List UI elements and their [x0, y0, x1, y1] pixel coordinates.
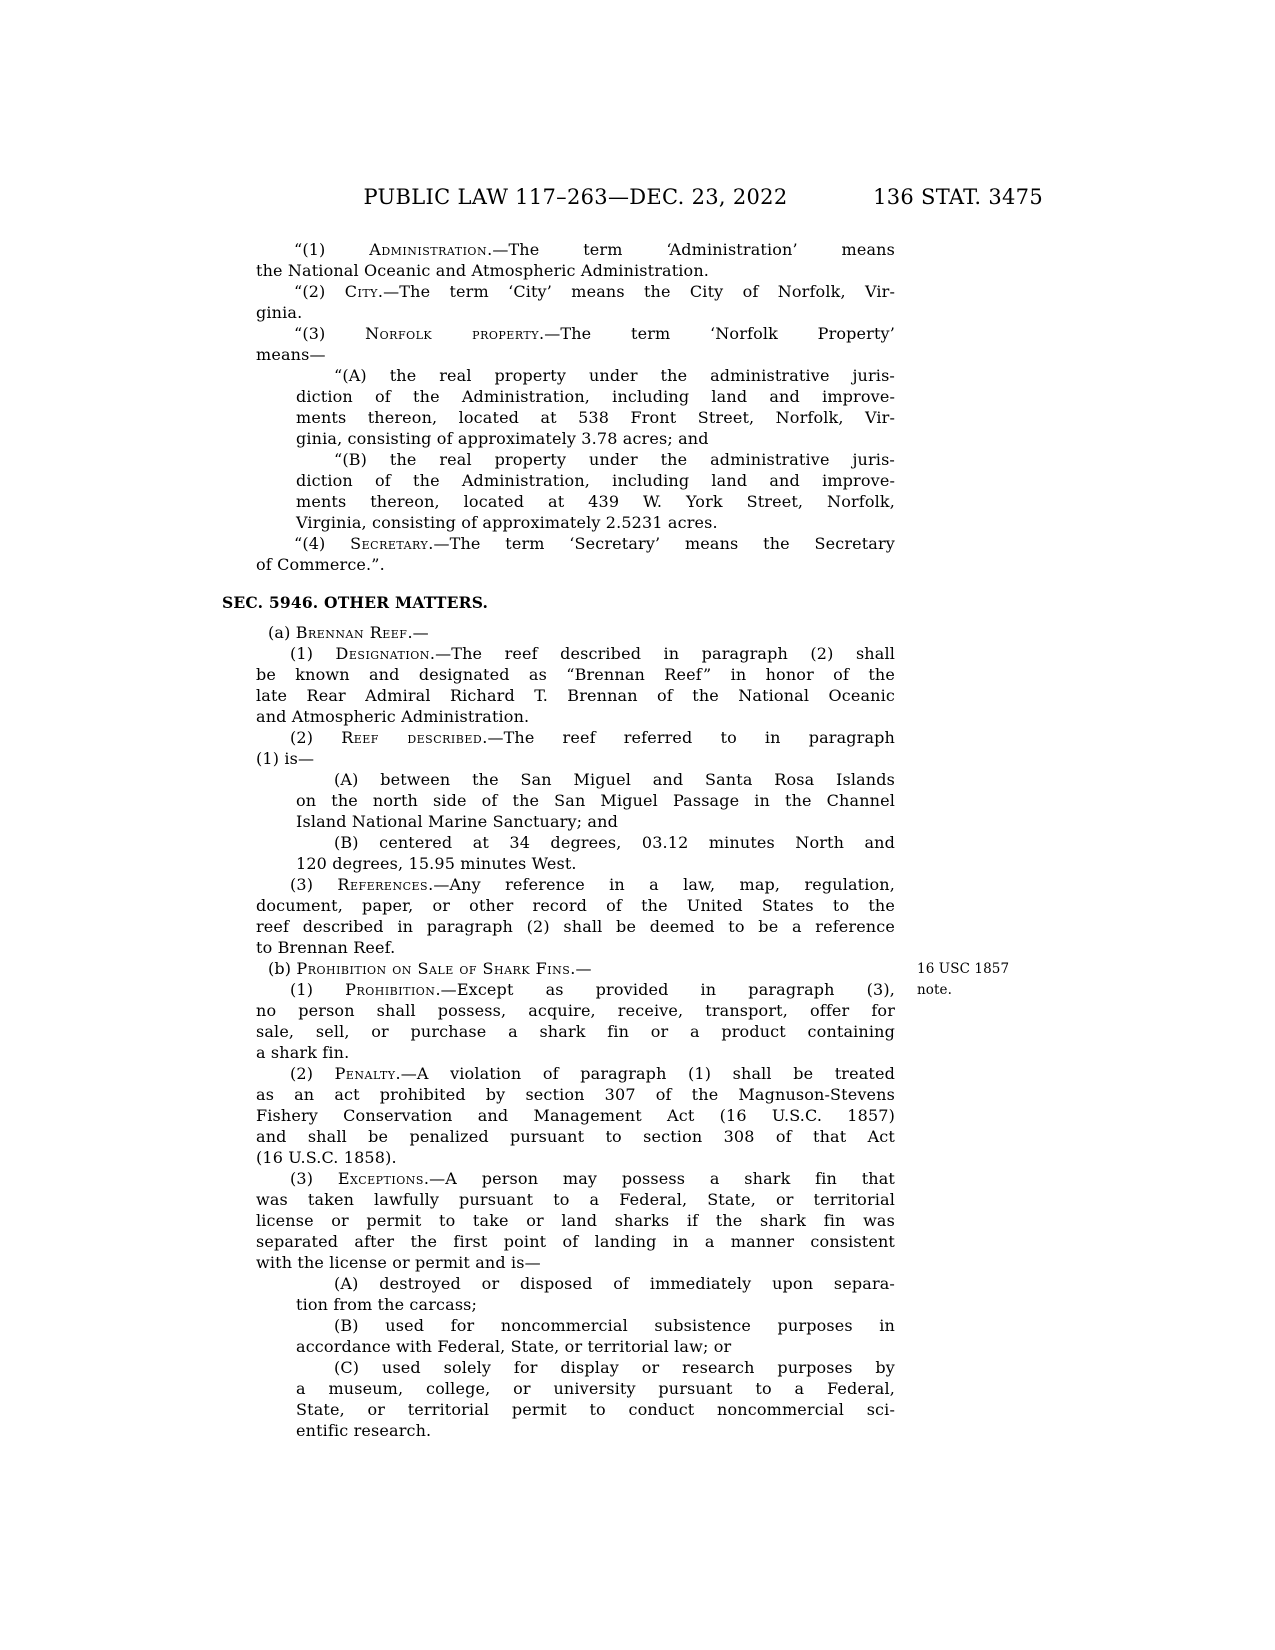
- text-line: reef described in paragraph (2) shall be deemed to be a reference: [256, 917, 895, 936]
- text-line: ments thereon, located at 538 Front Street, Norfolk, Vir-: [296, 408, 895, 427]
- running-head-law-title: PUBLIC LAW 117–263—DEC. 23, 2022: [363, 185, 788, 209]
- text-line: and shall be penalized pursuant to section 308 of that Act: [256, 1127, 895, 1146]
- text-line: Virginia, consisting of approximately 2.5231 acres.: [296, 513, 718, 532]
- text-line: was taken lawfully pursuant to a Federal, State, or territorial: [256, 1190, 895, 1209]
- text-line: and Atmospheric Administration.: [256, 707, 530, 726]
- text-line: document, paper, or other record of the United States to the: [256, 896, 895, 915]
- text-line: sale, sell, or purchase a shark fin or a product containing: [256, 1022, 895, 1041]
- text-line: “(B) the real property under the administrative juris-: [334, 450, 895, 469]
- text-line: “(1) Administration.—The term ‘Administration’ means: [294, 240, 895, 259]
- text-line: accordance with Federal, State, or territorial law; or: [296, 1337, 732, 1356]
- text-line: (B) centered at 34 degrees, 03.12 minutes North and: [334, 833, 895, 852]
- text-line: means—: [256, 345, 326, 364]
- text-line: diction of the Administration, including land and improve-: [296, 471, 895, 490]
- text-line: Fishery Conservation and Management Act (16 U.S.C. 1857): [256, 1106, 895, 1125]
- section-heading: SEC. 5946. OTHER MATTERS.: [222, 593, 489, 612]
- text-line: late Rear Admiral Richard T. Brennan of the National Oceanic: [256, 686, 895, 705]
- text-line: “(3) Norfolk property.—The term ‘Norfolk Property’: [294, 324, 895, 343]
- text-line: (1) Designation.—The reef described in paragraph (2) shall: [290, 644, 895, 663]
- text-line: a museum, college, or university pursuant to a Federal,: [296, 1379, 895, 1398]
- text-line: (A) between the San Miguel and Santa Rosa Islands: [334, 770, 895, 789]
- text-line: (1) is—: [256, 749, 315, 768]
- document-body: [222, 239, 1010, 1441]
- text-line: ginia.: [256, 303, 303, 322]
- text-line: (b) Prohibition on Sale of Shark Fins.— 16 USC 1857 note.: [256, 958, 895, 979]
- text-line: entific research.: [296, 1421, 432, 1440]
- text-line: (a) Brennan Reef.—: [268, 623, 429, 642]
- text-line: (C) used solely for display or research purposes by: [334, 1358, 895, 1377]
- text-line: to Brennan Reef.: [256, 938, 396, 957]
- text-line: be known and designated as “Brennan Reef” in honor of the: [256, 665, 895, 684]
- text-line: (3) Exceptions.—A person may possess a shark fin that: [290, 1169, 895, 1188]
- text-line: (3) References.—Any reference in a law, map, regulation,: [290, 875, 895, 894]
- running-head-stat-page-number: 136 STAT. 3475: [873, 185, 1043, 209]
- text-line: “(A) the real property under the administrative juris-: [334, 366, 895, 385]
- text-line: (B) used for noncommercial subsistence purposes in: [334, 1316, 895, 1335]
- text-line: State, or territorial permit to conduct noncommercial sci-: [296, 1400, 895, 1419]
- text-line: (2) Reef described.—The reef referred to in paragraph: [290, 728, 895, 747]
- text-line: as an act prohibited by section 307 of the Magnuson-Stevens: [256, 1085, 895, 1104]
- text-line: ginia, consisting of approximately 3.78 acres; and: [296, 429, 709, 448]
- text-line: (2) Penalty.—A violation of paragraph (1) shall be treated: [290, 1064, 895, 1083]
- text-line: “(2) City.—The term ‘City’ means the City of Norfolk, Vir-: [294, 282, 896, 301]
- text-line: on the north side of the San Miguel Passage in the Channel: [296, 791, 895, 810]
- text-line: (16 U.S.C. 1858).: [256, 1148, 397, 1167]
- text-line: “(4) Secretary.—The term ‘Secretary’ means the Secretary: [294, 534, 895, 553]
- text-line: diction of the Administration, including land and improve-: [296, 387, 895, 406]
- text-line: 120 degrees, 15.95 minutes West.: [296, 854, 577, 873]
- text-line: (A) destroyed or disposed of immediately upon separa-: [334, 1274, 895, 1293]
- margin-note-line: 16 USC 1857: [917, 961, 1010, 977]
- text-line: separated after the first point of landing in a manner consistent: [256, 1232, 895, 1251]
- content-area: [222, 184, 1043, 1441]
- running-header: [222, 184, 1043, 212]
- margin-note-line: note.: [917, 982, 953, 998]
- margin-note-usc-citation: [917, 959, 1067, 1001]
- text-line: no person shall possess, acquire, receive, transport, offer for: [256, 1001, 895, 1020]
- text-line: Island National Marine Sanctuary; and: [296, 812, 618, 831]
- text-line: the National Oceanic and Atmospheric Administration.: [256, 261, 710, 280]
- text-line: ments thereon, located at 439 W. York Street, Norfolk,: [296, 492, 895, 511]
- text-line: license or permit to take or land sharks if the shark fin was: [256, 1211, 895, 1230]
- text-line: tion from the carcass;: [296, 1295, 478, 1314]
- text-line: with the license or permit and is—: [256, 1253, 541, 1272]
- text-line: of Commerce.”.: [256, 555, 385, 574]
- text-line: a shark fin.: [256, 1043, 350, 1062]
- text-line: (1) Prohibition.—Except as provided in paragraph (3),: [290, 980, 895, 999]
